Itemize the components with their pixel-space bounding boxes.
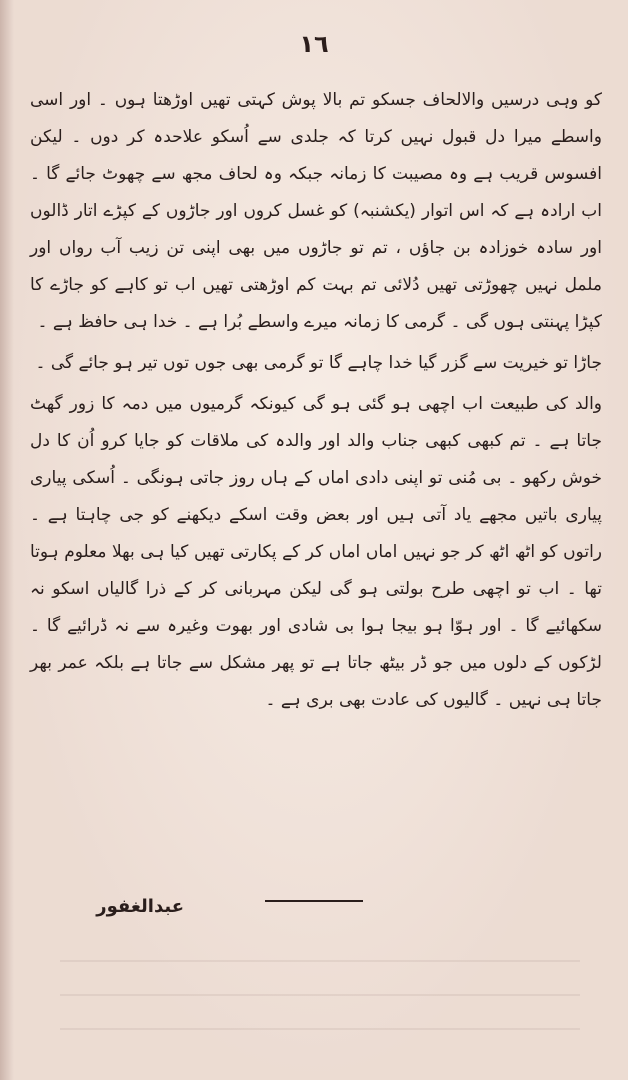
signature: عبدالغفور — [96, 896, 184, 917]
paragraph-1: کو وہی درسیں والالحاف جسکو تم بالا پوش کہتی تھیں اوڑھتا ہوں ۔ اور اسی واسطے میرا دل قبول نہیں کرتا کہ جلدی سے اُسکو علاحدہ کر دوں ۔ لیکن افسوس قریب ہے وہ مصیبت کا زمانہ جبکہ وہ لحاف مجھ سے چھوٹ جائے گا ۔ اب ارادہ ہے کہ اس اتوار (یکشنبہ) کو غسل کروں اور جاڑوں کے کپڑے اتار ڈالوں اور سادہ خوزادہ بن جاؤں ، تم تو جاڑوں میں بھی اپنی تن زیب آب رواں اور ململ نہیں چھوڑتی تھیں دُلائی تم بہت کم اوڑھتی تھیں اب تو کاہے کو جاڑے کا کپڑا پہنتی ہوں گی ۔ گرمی کا زمانہ میرے واسطے بُرا ہے ۔ خدا ہی حافظ ہے ۔ — [30, 90, 602, 332]
page-number: ١٦ — [299, 30, 329, 58]
paragraph-2: جاڑا تو خیریت سے گزر گیا خدا چاہے گا تو گرمی بھی جوں توں تیر ہو جائے گی ۔ — [35, 353, 602, 373]
paragraph-3: والد کی طبیعت اب اچھی ہو گئی ہو گی کیونکہ گرمیوں میں دمہ کا زور گھٹ جاتا ہے ۔ تم کبھی کبھی جناب والد اور والدہ کی ملاقات کو جایا کرو اُن کا دل خوش رکھو ۔ بی مُنی تو اپنی دادی اماں کے ہاں روز جاتی ہونگی ۔ اُسکی پیاری پیاری باتیں مجھے یاد آتی ہیں اور بعض وقت اسکے دیکھنے کو جی چاہتا ہے ۔ راتوں کو اٹھ اٹھ کر جو نہیں اماں اماں کر کے پکارتی تھیں کیا ہی بھلا معلوم ہوتا تھا ۔ اب تو اچھی طرح بولتی ہو گی لیکن مہربانی کر کے ذرا گالیاں اسکو نہ سکھائیے گا ۔ اور ہوّا ہو بیجا ہوا بی شادی اور بھوت وغیرہ سے نہ ڈرائیے گا ۔ لڑکوں کے دلوں میں جو ڈر بیٹھ جاتا ہے تو پھر مشکل سے جاتا ہے بلکہ عمر بھر جاتا ہی نہیں ۔ گالیوں کی عادت بھی بری ہے ۔ — [30, 394, 602, 710]
end-divider — [265, 900, 363, 902]
page-edge-shadow — [0, 0, 14, 1080]
reverse-side-bleed-through — [60, 960, 580, 1050]
letter-body — [30, 82, 602, 723]
